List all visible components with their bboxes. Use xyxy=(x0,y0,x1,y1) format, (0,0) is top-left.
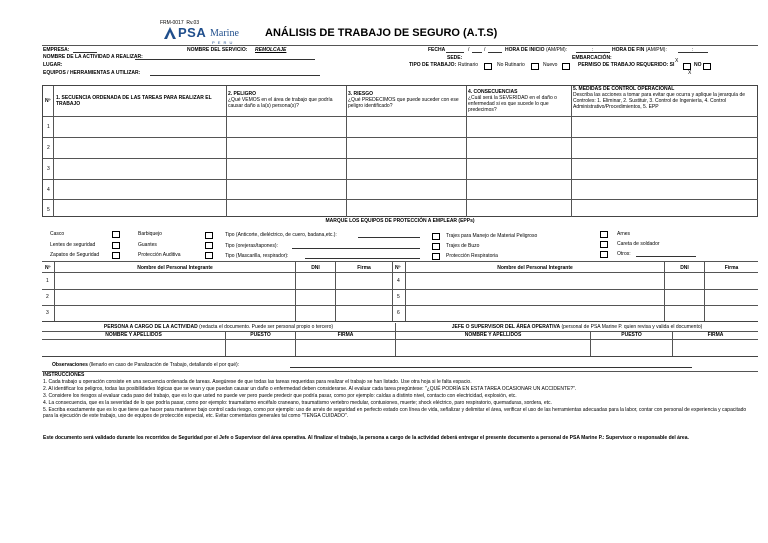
col-peligro-sub: ¿Qué VEMOS en el área de trabajo que podría causar daño a la(s) persona(s)? xyxy=(228,97,333,109)
empresa-label: EMPRESA: xyxy=(43,47,70,53)
revision-value: Rv.03 xyxy=(186,20,200,26)
form-code-value: FRM-0017 xyxy=(160,20,184,26)
pers-row-4: 4 xyxy=(397,278,400,284)
epp-tipo-guantes-field[interactable] xyxy=(358,237,420,238)
row-line-1 xyxy=(43,137,758,138)
col-riesgo-sub: ¿Qué PREDECIMOS que puede suceder con ese peligro identificado? xyxy=(348,97,459,109)
hora-inicio xyxy=(505,47,567,53)
row-num-5: 5 xyxy=(47,207,50,213)
hora-fin-unit: (AM/PM): xyxy=(645,47,667,53)
fecha-year-field[interactable] xyxy=(488,52,502,53)
hora-inicio-label: HORA DE INICIO xyxy=(505,47,545,53)
logo-psa: PSA xyxy=(178,25,207,40)
row-line-2 xyxy=(43,158,758,159)
pers-col-num: Nº xyxy=(45,265,51,271)
logo-country: P E R U xyxy=(212,40,234,45)
row-num-3: 3 xyxy=(47,166,50,172)
sig-header-line xyxy=(42,339,758,340)
sig-cargo-title-text: PERSONA A CARGO DE LA ACTIVIDAD xyxy=(103,324,198,330)
sig-cargo-title xyxy=(42,324,395,330)
epp-trajes-material-checkbox[interactable] xyxy=(432,233,440,240)
epp-barbiquejo: Barbiquejo xyxy=(138,231,162,237)
epp-tipo-auditiva-field[interactable] xyxy=(292,248,420,249)
pers-row-2: 2 xyxy=(46,294,49,300)
mark-x-1: X xyxy=(675,58,679,64)
pers-row-line-2 xyxy=(42,305,758,306)
observaciones-note: (llenarlo en caso de Paralización de Trabajo, detallando el por qué): xyxy=(89,362,240,368)
epp-tipo-auditiva: Tipo (orejeras/tapones): xyxy=(225,243,278,249)
epp-auditiva-checkbox[interactable] xyxy=(205,252,213,259)
equipos-field[interactable] xyxy=(150,75,320,76)
no-rutinario-checkbox[interactable] xyxy=(531,63,539,70)
fecha-day-field[interactable] xyxy=(446,52,464,53)
epp-respiratoria: Protección Respiratoria xyxy=(446,253,498,259)
instr-3: 3. Considere los riesgos al evaluar cada paso del trabajo, que es lo que usted no puede ver pero puede predecir que podría pasar, como por ejemplo: caídas a distinto nivel, contacto con electricidad, explosión, etc. xyxy=(43,393,517,399)
epp-lentes-checkbox[interactable] xyxy=(112,242,120,249)
nuevo-checkbox[interactable] xyxy=(562,63,570,70)
epp-otros-checkbox[interactable] xyxy=(600,251,608,258)
permiso-si-checkbox[interactable] xyxy=(683,63,691,70)
hora-fin-sep: : xyxy=(692,47,694,53)
pers-col-firma: Firma xyxy=(357,265,371,271)
main-header-line xyxy=(43,116,758,117)
row-line-3 xyxy=(43,179,758,180)
instr-5: 5. Escriba exactamente que es lo que tiene que hacer para mantener bajo control cada riesgo, como por ejemplo: uso de arnés de seguridad en perfecto estado con línea de vida, señalizar y delimitar el área, verificar el uso de las herramientas adecuadas para la labor, contar con personal de experiencia y capacitado para la ejecución de este trabajo, uso de equipos de protección especial, etc. Evitar comentarios generales tal como "TENGA CUIDADO". xyxy=(43,407,747,419)
obs-bottom-line xyxy=(42,371,758,372)
hora-inicio-unit: (AM/PM): xyxy=(545,47,568,53)
col-consec-title: 4. CONSECUENCIAS xyxy=(468,89,518,95)
pers-line-4 xyxy=(392,262,393,321)
pers-col-nombre-2: Nombre del Personal Integrante xyxy=(497,265,573,271)
sig-jefe-title-text: JEFE O SUPERVISOR DEL ÁREA OPERATIVA xyxy=(451,324,561,330)
main-table xyxy=(42,85,758,217)
epp-lentes: Lentes de seguridad xyxy=(50,242,96,248)
col-secuencia-header: 1. SECUENCIA ORDENADA DE LAS TAREAS PARA REALIZAR EL TRABAJO xyxy=(56,95,212,107)
no-rutinario-label: No Rutinario xyxy=(497,62,525,68)
pers-col-dni-2: DNI xyxy=(680,265,689,271)
epp-guantes: Guantes xyxy=(138,242,157,248)
epp-trajes-buzo-checkbox[interactable] xyxy=(432,243,440,250)
col-consec-sub: ¿Cuál será la SEVERIDAD en el daño o enfermedad si es que sucede lo que predecimos? xyxy=(468,95,557,113)
hora-fin xyxy=(612,47,667,53)
main-col-line-4 xyxy=(466,86,467,217)
pers-col-num-2: Nº xyxy=(395,265,401,271)
servicio-value[interactable]: REMOLCAJE xyxy=(255,47,287,53)
epp-careta-checkbox[interactable] xyxy=(600,241,608,248)
sig-cargo-note: (redacta el documento. Puede ser personal propio o tercero) xyxy=(199,324,334,330)
hora-fin-label: HORA DE FIN xyxy=(612,47,645,53)
epp-respiratoria-checkbox[interactable] xyxy=(432,253,440,260)
col-control-sub: Describa las acciones a tomar para evitar que ocurra y aplique la jerarquía de Controles: 1. Eliminar, 2. Sustituir, 3. Control de Ingeniería, 4. Control Administrativo/Procedimientos, 5. EPP xyxy=(573,92,746,110)
equipos-label: EQUIPOS / HERRAMIENTAS A UTILIZAR: xyxy=(43,70,141,76)
hora-inicio-sep: : xyxy=(592,47,594,53)
pers-col-dni: DNI xyxy=(311,265,320,271)
row-num-1: 1 xyxy=(47,124,50,130)
logo-flag-icon xyxy=(162,26,178,40)
embarcacion-label: EMBARCACIÓN: xyxy=(572,55,612,61)
sig-firma-2: FIRMA xyxy=(707,332,724,338)
logo-marine: Marine xyxy=(210,28,239,39)
epp-zapatos: Zapatos de Seguridad xyxy=(50,252,100,258)
row-num-2: 2 xyxy=(47,145,50,151)
pers-row-line-1 xyxy=(42,289,758,290)
page-title: ANÁLISIS DE TRABAJO DE SEGURO (A.T.S) xyxy=(265,27,498,39)
epp-arnes: Arnes xyxy=(617,231,631,237)
main-col-line-5 xyxy=(571,86,572,217)
col-riesgo-title: 3. RIESGO xyxy=(348,91,374,97)
epp-arnes-checkbox[interactable] xyxy=(600,231,608,238)
mark-x-2: X xyxy=(688,70,692,76)
fecha-sep-1: / xyxy=(468,47,470,53)
actividad-field[interactable] xyxy=(135,59,315,60)
sig-nombre-1: NOMBRE Y APELLIDOS xyxy=(105,332,162,338)
lugar-label: LUGAR: xyxy=(43,62,63,68)
instr-footer: Este documento será validado durante los recorridos de Seguridad por el Jefe o Supervisor del área operativa. Al finalizar el trabajo, la persona a cargo de la actividad deberá entregar el presente documento a personal de PSA Marine P.: Supervisor o responsable del área. xyxy=(43,435,689,441)
sig-puesto-2: PUESTO xyxy=(621,332,642,338)
observaciones xyxy=(52,362,239,368)
empresa-field[interactable] xyxy=(73,52,97,53)
epp-zapatos-checkbox[interactable] xyxy=(112,252,120,259)
fecha-label: FECHA xyxy=(428,47,446,53)
col-control-title: 5. MEDIDAS DE CONTROL OPERACIONAL xyxy=(573,86,675,92)
signatures-table xyxy=(42,323,758,357)
epp-guantes-checkbox[interactable] xyxy=(205,242,213,249)
pers-row-1: 1 xyxy=(46,278,49,284)
pers-row-5: 5 xyxy=(397,294,400,300)
row-line-4 xyxy=(43,199,758,200)
actividad-label: NOMBRE DE LA ACTIVIDAD A REALIZAR: xyxy=(43,54,143,60)
epp-title: MARQUE LOS EQUIPOS DE PROTECCIÓN A EMPLEAR (EPPs) xyxy=(325,218,475,224)
epp-tipo-guantes: Tipo (Anticorte, dieléctrico, de cuero, badana,etc.): xyxy=(225,232,337,238)
epp-trajes-material: Trajes para Manejo de Material Peligroso xyxy=(446,233,538,239)
observaciones-field[interactable] xyxy=(290,367,692,368)
permiso-label: PERMISO DE TRABAJO REQUERIDO: SI xyxy=(578,62,675,68)
epp-trajes-buzo: Trajes de Buzo xyxy=(446,243,480,249)
tipo-trabajo-label: TIPO DE TRABAJO: xyxy=(409,62,457,68)
sig-jefe-note: (personal de PSA Marine P. quien revisa y valida el documento) xyxy=(561,324,703,330)
sig-nombre-2: NOMBRE Y APELLIDOS xyxy=(464,332,522,338)
epp-casco: Casco xyxy=(50,231,65,237)
epp-otros-field[interactable] xyxy=(636,256,696,257)
info-top-line xyxy=(42,45,758,46)
main-col-line-1 xyxy=(53,86,54,217)
fecha-sep-2: / xyxy=(484,47,486,53)
epp-careta: Careta de soldador xyxy=(617,241,660,247)
sig-jefe-title xyxy=(396,324,758,330)
epp-barbiquejo-checkbox[interactable] xyxy=(205,232,213,239)
servicio-label: NOMBRE DEL SERVICIO: xyxy=(187,47,248,53)
instr-1: 1. Cada trabajo u operación consiste en una secuencia ordenada de tareas. Asegúrese de que todas las tareas requeridas para realizar el trabajo se han listado. Use otra hoja si le falta espacio. xyxy=(43,379,472,385)
personal-table xyxy=(42,262,758,322)
epp-tipo-respirador-field[interactable] xyxy=(305,258,420,259)
instrucciones-title: INSTRUCCIONES xyxy=(43,372,85,378)
instr-2: 2. Al identificar los peligros, todas las posibilidades lógicas que se vean y que puedan causar un daño o enfermedad deben considerarse. Al evaluar cada tarea pregúntese: "¿QUÉ PODRÍA EN ESTA TAREA OCASIONAR UN ACCIDENTE?". xyxy=(43,386,577,392)
permiso-no-checkbox[interactable] xyxy=(703,63,711,70)
nuevo-label: Nuevo xyxy=(543,62,558,68)
rutinario-label: Rutinario xyxy=(458,62,479,68)
sig-puesto-1: PUESTO xyxy=(250,332,271,338)
col-num-header: Nº xyxy=(45,98,51,104)
permiso-no-label: NO xyxy=(694,62,702,68)
epp-tipo-respirador: Tipo (Mascarilla, respirador): xyxy=(225,253,289,259)
epp-auditiva: Protección Auditiva xyxy=(138,252,181,258)
observaciones-label: Observaciones xyxy=(52,362,88,368)
rutinario-checkbox[interactable] xyxy=(484,63,492,70)
main-col-line-2 xyxy=(226,86,227,217)
col-peligro-title: 2. PELIGRO xyxy=(228,91,257,97)
pers-header-line xyxy=(42,272,758,273)
pers-row-6: 6 xyxy=(397,310,400,316)
main-col-line-3 xyxy=(346,86,347,217)
instr-4: 4. La consecuencia, que es la severidad de lo que podría pasar, como por ejemplo: traumatismo encéfalo craneano, traumatismo vertebro medular, contusiones, muerte; shock eléctrico, paro respiratorio, quemaduras, sordera, etc. xyxy=(43,400,552,406)
sig-firma-1: FIRMA xyxy=(337,332,354,338)
sede-label: SEDE: xyxy=(447,55,463,61)
pers-col-firma-2: Firma xyxy=(724,265,739,271)
epp-casco-checkbox[interactable] xyxy=(112,231,120,238)
row-num-4: 4 xyxy=(47,187,50,193)
pers-row-3: 3 xyxy=(46,310,49,316)
epp-otros: Otros: xyxy=(617,251,631,257)
fecha-month-field[interactable] xyxy=(472,52,482,53)
pers-col-nombre: Nombre del Personal Integrante xyxy=(137,265,213,271)
